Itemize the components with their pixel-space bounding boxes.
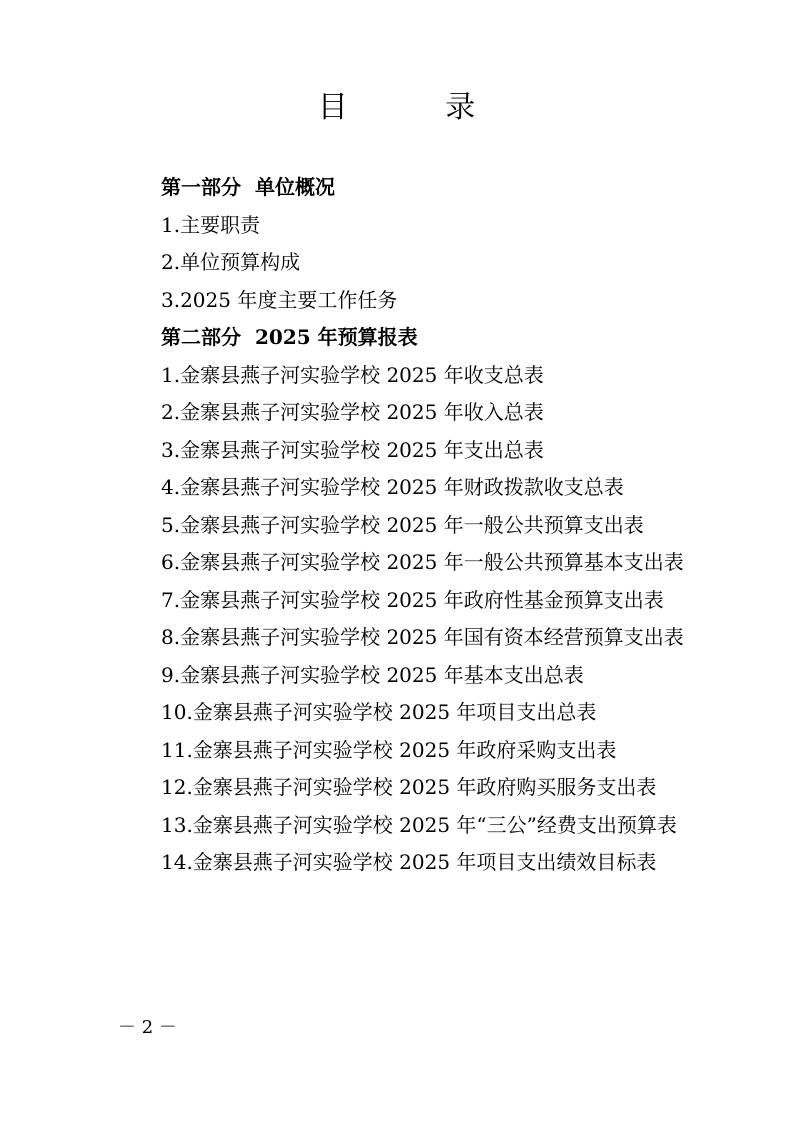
toc-item[interactable]: 12.金寨县燕子河实验学校 2025 年政府购买服务支出表 <box>161 775 657 799</box>
toc-item[interactable]: 4.金寨县燕子河实验学校 2025 年财政拨款收支总表 <box>161 475 624 499</box>
toc-item[interactable]: 7.金寨县燕子河实验学校 2025 年政府性基金预算支出表 <box>161 587 664 612</box>
toc-item[interactable]: 2.单位预算构成 <box>161 250 301 274</box>
toc-item[interactable]: 13.金寨县燕子河实验学校 2025 年“三公”经费支出预算表 <box>161 812 677 837</box>
toc-item[interactable]: 6.金寨县燕子河实验学校 2025 年一般公共预算基本支出表 <box>161 550 684 574</box>
page-number: － 2 － <box>118 1017 177 1038</box>
table-of-contents <box>115 169 685 882</box>
section-title: 单位概况 <box>255 175 335 199</box>
section-number: 第二部分 <box>161 325 241 349</box>
toc-item[interactable]: 14.金寨县燕子河实验学校 2025 年项目支出绩效目标表 <box>161 850 657 874</box>
toc-item[interactable]: 1.主要职责 <box>161 212 261 237</box>
toc-item[interactable]: 3.金寨县燕子河实验学校 2025 年支出总表 <box>161 437 544 462</box>
section-number: 第一部分 <box>161 175 241 199</box>
toc-item[interactable]: 1.金寨县燕子河实验学校 2025 年收支总表 <box>161 362 544 387</box>
toc-item[interactable]: 10.金寨县燕子河实验学校 2025 年项目支出总表 <box>161 700 597 724</box>
section-heading-1 <box>115 169 685 207</box>
toc-item[interactable]: 2.金寨县燕子河实验学校 2025 年收入总表 <box>161 400 544 424</box>
toc-item[interactable]: 5.金寨县燕子河实验学校 2025 年一般公共预算支出表 <box>161 512 644 537</box>
toc-item[interactable]: 9.金寨县燕子河实验学校 2025 年基本支出总表 <box>161 662 584 687</box>
section-title: 2025 年预算报表 <box>255 325 418 349</box>
section-heading-2 <box>115 319 685 357</box>
toc-item[interactable]: 8.金寨县燕子河实验学校 2025 年国有资本经营预算支出表 <box>161 625 684 649</box>
toc-item[interactable]: 3.2025 年度主要工作任务 <box>161 287 398 312</box>
page-title: 目 录 <box>317 90 520 125</box>
toc-item[interactable]: 11.金寨县燕子河实验学校 2025 年政府采购支出表 <box>161 737 617 762</box>
